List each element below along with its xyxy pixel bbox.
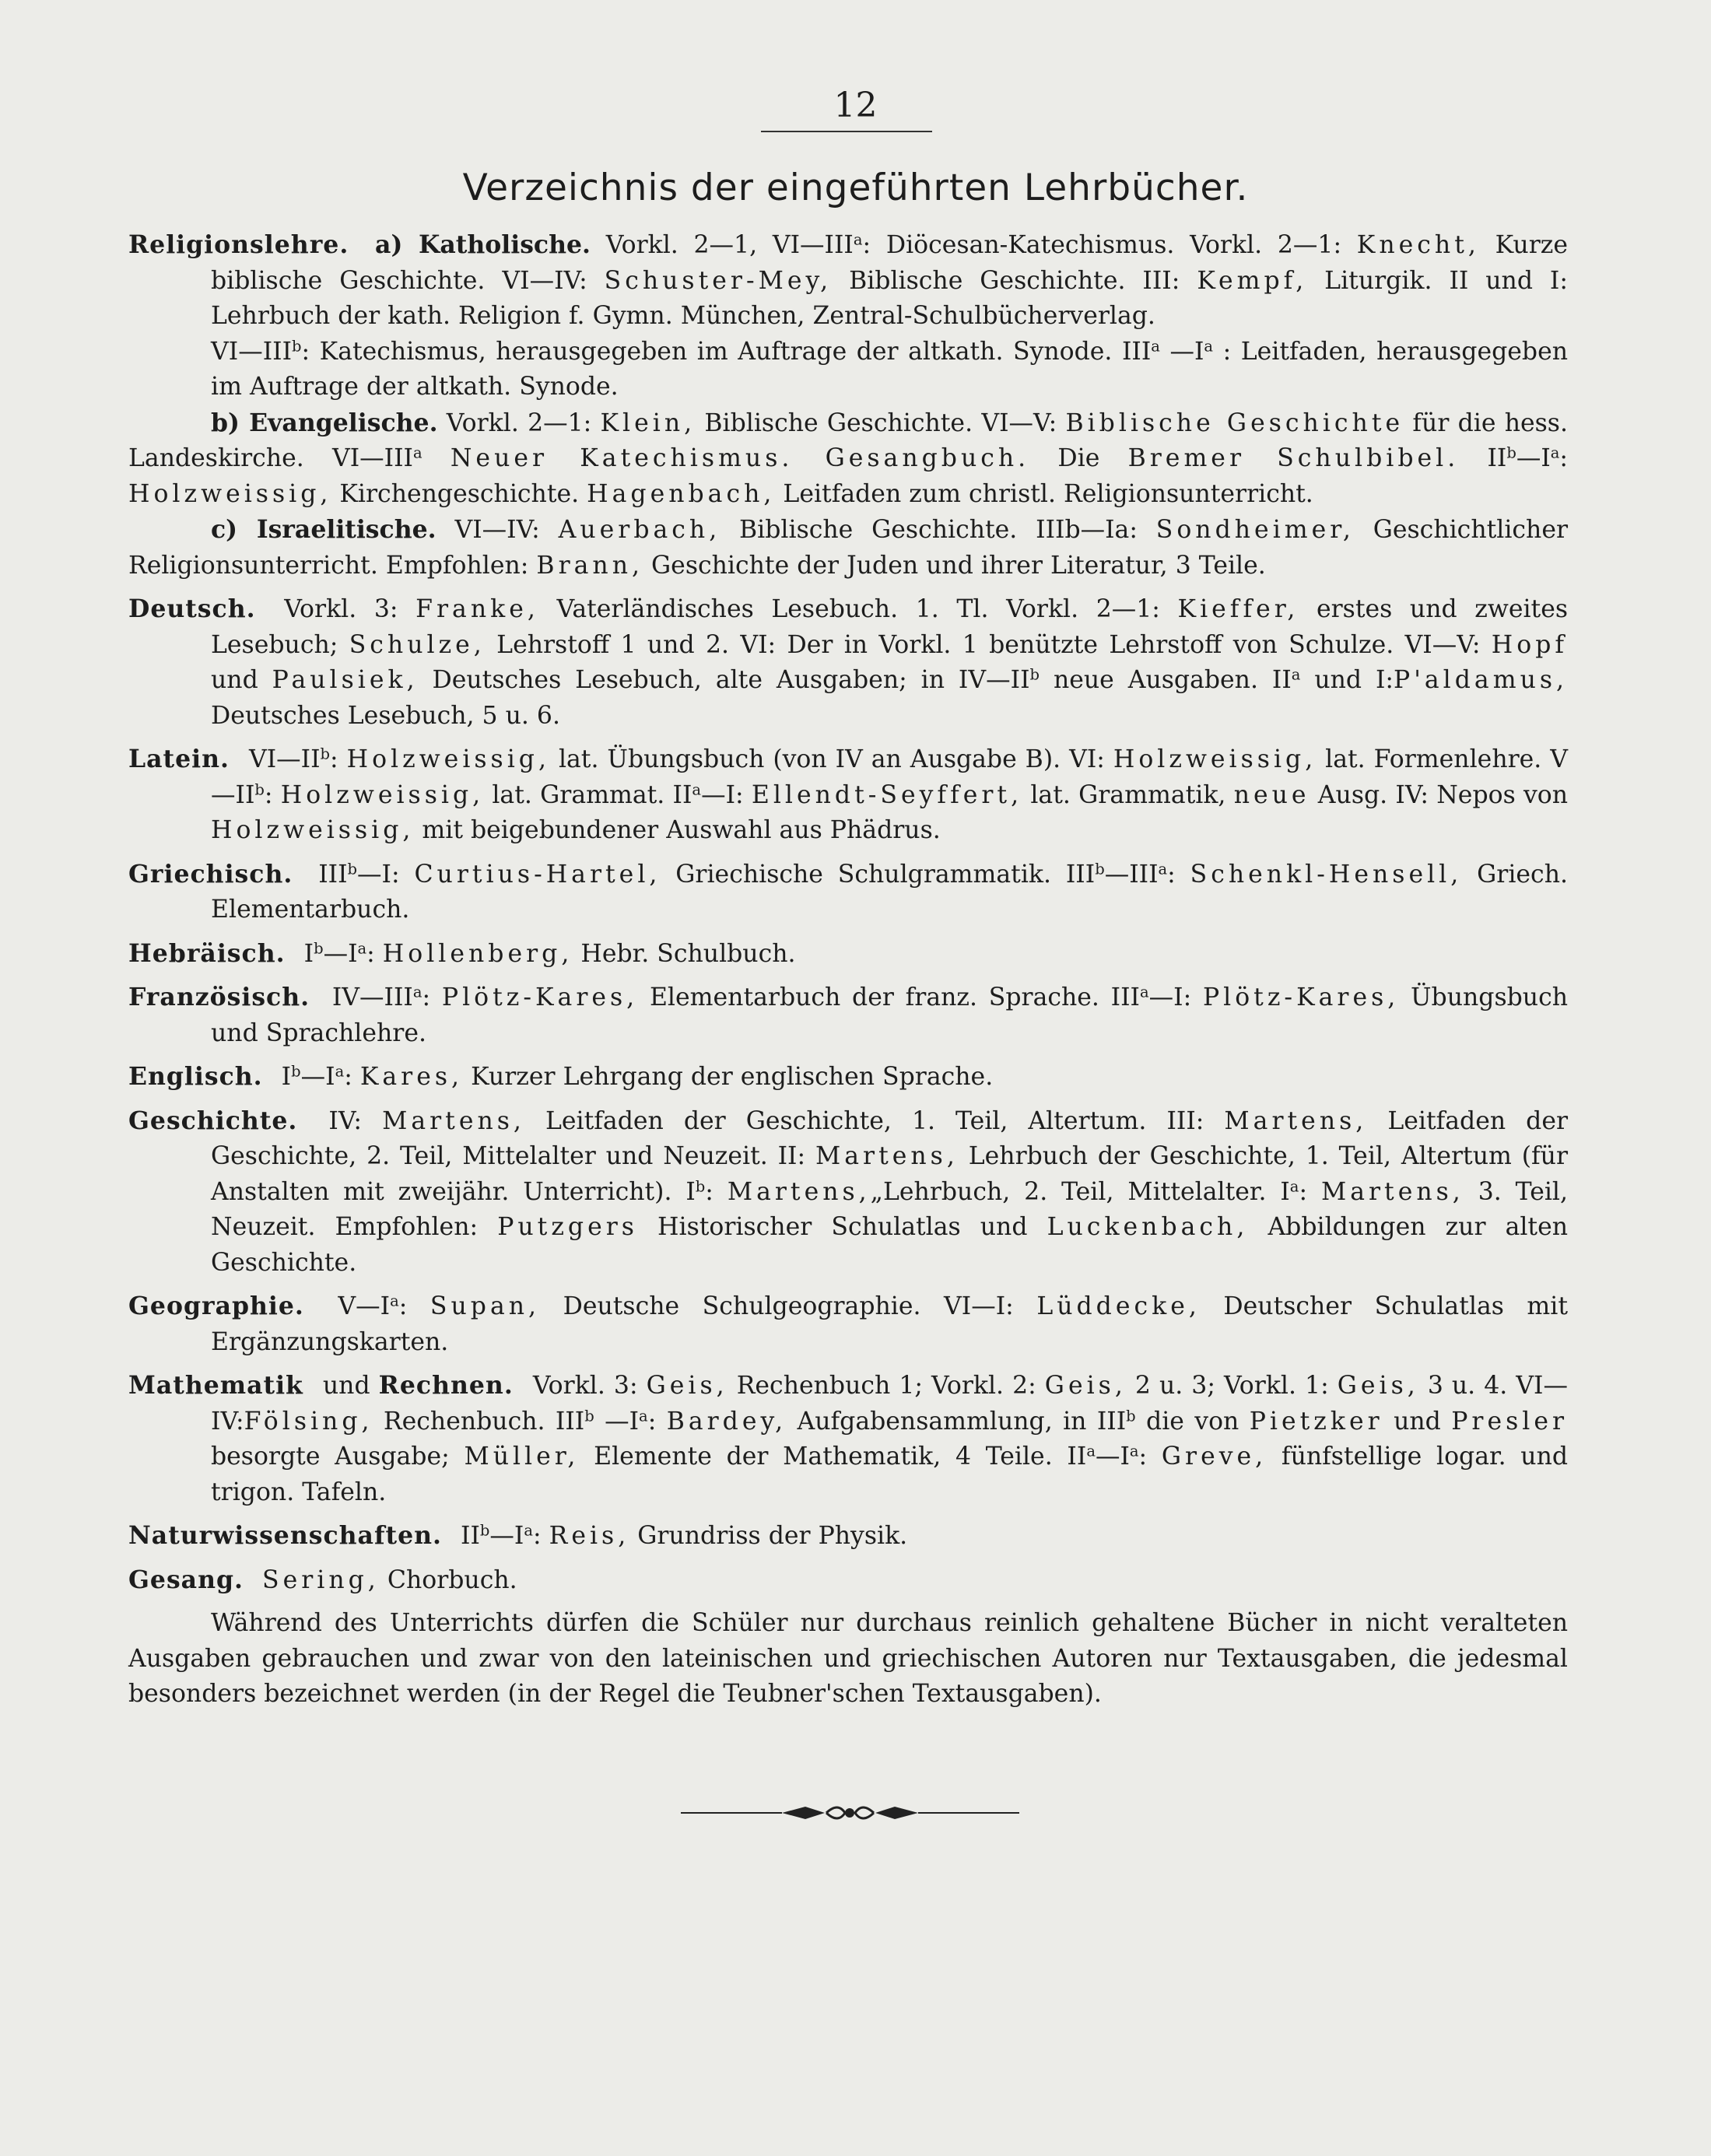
section-franzoesisch: Französisch. IV—III$^a$: Plötz-Kares, Elementarbuch der franz. Sprache. III$^a$—I: Plötz-Kares, Übungsbuch und Sprachlehre. bbox=[128, 983, 1568, 1047]
heading-griechisch: Griechisch. bbox=[128, 859, 293, 889]
section-religion-israelite: c) Israelitische. VI—IV: Auerbach, Biblische Geschichte. IIIb—Ia: Sondheimer, Geschichtlicher Religionsunterricht. Empfohlen: Brann, Geschichte der Juden und ihrer Literatur, 3 Teile. bbox=[128, 515, 1569, 580]
heading-deutsch: Deutsch. bbox=[128, 594, 256, 623]
heading-naturwissenschaften: Naturwissenschaften. bbox=[128, 1521, 442, 1550]
section-naturwissenschaften: Naturwissenschaften. $II^b—I^a$: Reis, Grundriss der Physik. bbox=[128, 1521, 908, 1550]
textbook-list bbox=[128, 227, 1568, 1713]
heading-religion: Religionslehre. bbox=[128, 230, 349, 259]
heading-franzoesisch: Französisch. bbox=[128, 983, 310, 1011]
ornament-center-dot bbox=[845, 1808, 854, 1818]
heading-geschichte: Geschichte. bbox=[128, 1106, 298, 1135]
ornament-right-curl bbox=[855, 1807, 874, 1818]
section-griechisch: Griechisch. III$^b$—I: Curtius-Hartel, Griechische Schulgrammatik. III$^b$—III$^a$: Schenkl-Hensell, Griech. Elementarbuch. bbox=[128, 859, 1568, 924]
page-number-rule bbox=[761, 131, 932, 132]
page-title: Verzeichnis der eingeführten Lehrbücher. bbox=[462, 167, 1249, 209]
ornament-left-curl bbox=[826, 1807, 845, 1818]
ornament-left-flourish bbox=[782, 1807, 825, 1819]
section-latein: Latein. $VI—II^b$: Holzweissig, lat. Übungsbuch (von IV an Ausgabe B). VI: Holzweissig, lat. Formenlehre. $V—II^b$: Holzweissig, lat. Grammat. $II^a—I$: Ellendt-Seyffert, lat. Grammatik, neue Ausg. IV: Nepos von Holzweissig, mit beigebundener Auswahl aus Phädrus. bbox=[128, 745, 1569, 844]
section-mathematik: Mathematik und Rechnen. Vorkl. 3: Geis, Rechenbuch 1; Vorkl. 2: Geis, 2 u. 3; Vorkl. 1: Geis, 3 u. 4. VI—IV:Fölsing, Rechenbuch. III$^b$ $—I^a$: Bardey, Aufgabensammlung, in III$^b$ die von Pietzker und Presler besorgte Ausgabe; Müller, Elemente der Mathematik, 4 Teile. $II^a—I^a$: Greve, fünfstellige logar. und trigon. Tafeln. bbox=[128, 1371, 1569, 1506]
section-deutsch: Deutsch. Vorkl. 3: Franke, Vaterländisches Lesebuch. 1. Tl. Vorkl. 2—1: Kieffer, erstes und zweites Lesebuch; Schulze, Lehrstoff 1 und 2. VI: Der in Vorkl. 1 benützte Lehrstoff von Schulze. VI—V: Hopf und Paulsiek, Deutsches Lesebuch, alte Ausgaben; in $IV—II^b$ neue Ausgaben. $II^a$ und I:P'aldamus, Deutsches Lesebuch, 5 u. 6. bbox=[128, 594, 1569, 730]
heading-latein: Latein. bbox=[128, 745, 230, 773]
heading-gesang: Gesang. bbox=[128, 1565, 244, 1594]
section-religion-evangelical: b) Evangelische. Vorkl. 2—1: Klein, Biblische Geschichte. VI—V: Biblische Geschichte für die hess. Landeskirche. VI—III$^a$ Neuer Katechismus. Gesangbuch. Die Bremer Schulbibel. $II^b—I^a$: Holzweissig, Kirchengeschichte. Hagenbach, Leitfaden zum christl. Religionsunterricht. bbox=[128, 408, 1569, 508]
closing-paragraph: Während des Unterrichts dürfen die Schüler nur durchaus reinlich gehaltene Bücher in nicht veralteten Ausgaben gebrauchen und zwar von den lateinischen und griechischen Autoren nur Textausgaben, die jedesmal besonders bezeichnet werden (in der Regel die Teubner'schen Textausgaben). bbox=[128, 1609, 1568, 1708]
section-gesang: Gesang. Sering, Chorbuch. bbox=[128, 1565, 517, 1594]
heading-hebraeisch: Hebräisch. bbox=[128, 938, 286, 968]
section-geschichte: Geschichte. IV: Martens, Leitfaden der Geschichte, 1. Teil, Altertum. III: Martens, Leitfaden der Geschichte, 2. Teil, Mittelalter und Neuzeit. II: Martens, Lehrbuch der Geschichte, 1. Teil, Altertum (für Anstalten mit zweijähr. Unterricht). $I^b$: Martens,„Lehrbuch, 2. Teil, Mittelalter. $I^a$: Martens, 3. Teil, Neuzeit. Empfohlen: Putzgers Historischer Schulatlas und Luckenbach, Abbildungen zur alten Geschichte. bbox=[128, 1106, 1569, 1277]
page-number: 12 bbox=[833, 86, 878, 125]
section-religion-catholic: Religionslehre. a) Katholische. Vorkl. 2—1, VI—III$^a$: Diöcesan-Katechismus. Vorkl. 2—1: Knecht, Kurze biblische Geschichte. VI—IV: Schuster-Mey, Biblische Geschichte. III: Kempf, Liturgik. II und I: Lehrbuch der kath. Religion f. Gymn. München, Zentral-Schulbücherverlag. bbox=[128, 230, 1569, 330]
section-englisch: Englisch. $I^b—I^a$: Kares, Kurzer Lehrgang der englischen Sprache. bbox=[128, 1062, 994, 1091]
heading-mathematik: Mathematik bbox=[128, 1371, 303, 1400]
section-religion-altkath: VI—III$^b$: Katechismus, herausgegeben im Auftrage der altkath. Synode. III$^a$ $—I^a$ : Leitfaden, herausgegeben im Auftrage der altkath. Synode. bbox=[211, 336, 1568, 401]
heading-rechnen: Rechnen. bbox=[378, 1371, 514, 1400]
heading-englisch: Englisch. bbox=[128, 1062, 263, 1091]
ornament-divider bbox=[0, 1790, 1711, 1836]
section-hebraeisch: Hebräisch. $I^b—I^a$: Hollenberg, Hebr. Schulbuch. bbox=[128, 938, 796, 968]
heading-geographie: Geographie. bbox=[128, 1292, 304, 1320]
ornament-right-flourish bbox=[875, 1807, 918, 1819]
section-geographie: Geographie. $V—I^a$: Supan, Deutsche Schulgeographie. VI—I: Lüddecke, Deutscher Schulatlas mit Ergänzungskarten. bbox=[128, 1292, 1569, 1356]
